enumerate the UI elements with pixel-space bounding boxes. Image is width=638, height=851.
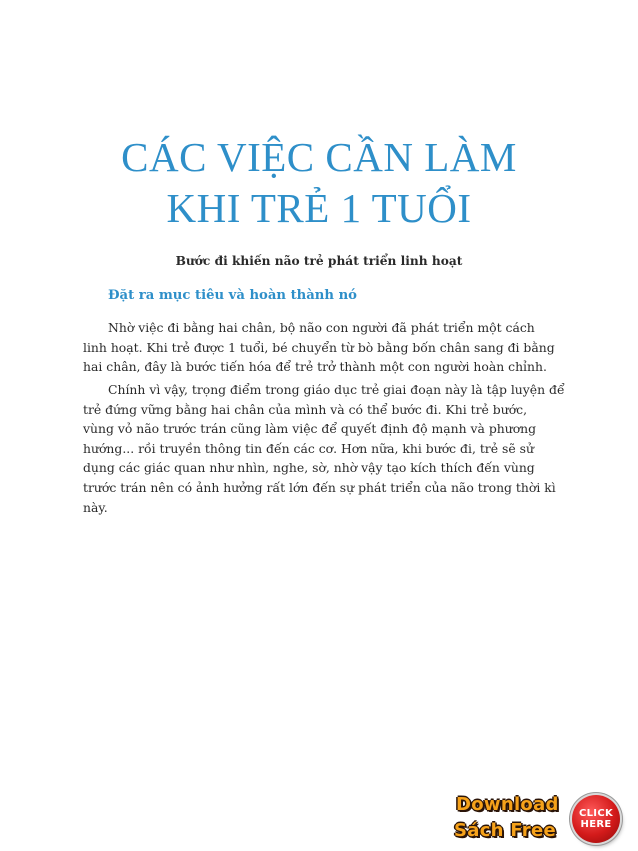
click-here-line-2: HERE — [580, 819, 612, 830]
paragraph-line: dụng các giác quan như nhìn, nghe, sờ, nhờ vậy tạo kích thích đến vùng — [83, 460, 535, 476]
download-badge-line-2: Sách Free — [454, 820, 556, 841]
paragraph-1 — [83, 318, 561, 377]
download-badge[interactable] — [452, 791, 624, 847]
paragraph-2 — [83, 380, 565, 517]
paragraph-line: trước trán nên có ảnh hưởng rất lớn đến sự phát triển của não trong thời kì — [83, 479, 556, 495]
paragraph-line: này. — [83, 499, 108, 515]
page-title — [0, 132, 638, 234]
paragraph-line: Chính vì vậy, trọng điểm trong giáo dục trẻ giai đoạn này là tập luyện để — [108, 382, 565, 397]
paragraph-line: hai chân, đây là bước tiến hóa để trẻ trở thành một con người hoàn chỉnh. — [83, 359, 547, 375]
download-badge-line-1: Download — [456, 794, 559, 815]
click-here-line-1: CLICK — [578, 808, 614, 819]
page-title-line-2: KHI TRẺ 1 TUỔI — [166, 185, 472, 231]
click-here-button[interactable] — [572, 795, 620, 843]
paragraph-line: linh hoạt. Khi trẻ được 1 tuổi, bé chuyển từ bò bằng bốn chân sang đi bằng — [83, 339, 555, 355]
paragraph-line: Nhờ việc đi bằng hai chân, bộ não con người đã phát triển một cách — [108, 320, 535, 335]
page-subtitle: Bước đi khiến não trẻ phát triển linh hoạt — [175, 254, 463, 268]
paragraph-line: hướng... rồi truyền thông tin đến các cơ. Hơn nữa, khi bước đi, trẻ sẽ sử — [83, 440, 534, 456]
paragraph-line: trẻ đứng vững bằng hai chân của mình và có thể bước đi. Khi trẻ bước, — [83, 401, 528, 417]
paragraph-line: vùng vỏ não trước trán cũng làm việc để quyết định độ mạnh và phương — [83, 421, 537, 437]
section-heading: Đặt ra mục tiêu và hoàn thành nó — [108, 288, 357, 303]
page-title-line-1: CÁC VIỆC CẦN LÀM — [121, 134, 517, 180]
